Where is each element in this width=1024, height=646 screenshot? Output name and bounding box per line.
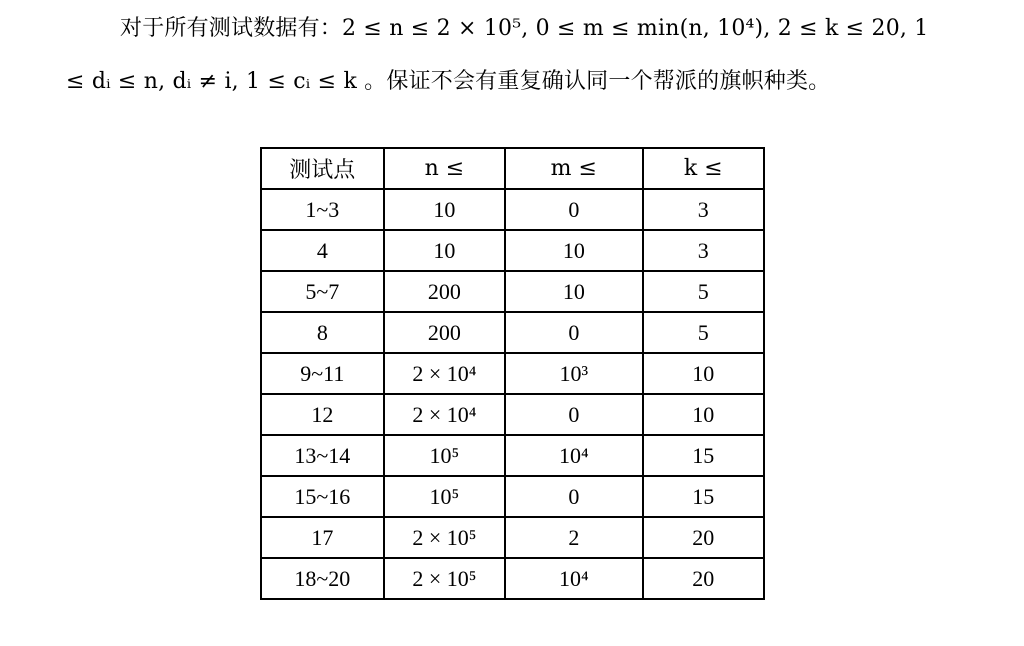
cell-m: 10 xyxy=(505,271,642,312)
test-points-table xyxy=(260,147,765,600)
cell-k: 5 xyxy=(643,271,764,312)
cell-k: 5 xyxy=(643,312,764,353)
cell-n: 10⁵ xyxy=(384,476,506,517)
table-row xyxy=(261,517,764,558)
table-row xyxy=(261,230,764,271)
cell-m: 10⁴ xyxy=(505,558,642,599)
cell-k: 20 xyxy=(643,517,764,558)
cell-k: 3 xyxy=(643,230,764,271)
constraints-paragraph xyxy=(66,2,946,108)
cell-n: 200 xyxy=(384,312,506,353)
cell-k: 20 xyxy=(643,558,764,599)
table-row xyxy=(261,476,764,517)
cell-m: 2 xyxy=(505,517,642,558)
cell-k: 15 xyxy=(643,476,764,517)
cell-m: 0 xyxy=(505,189,642,230)
table-row xyxy=(261,394,764,435)
table-row xyxy=(261,558,764,599)
table-header-row xyxy=(261,148,764,189)
header-m-limit: m ≤ xyxy=(505,148,642,189)
cell-k: 10 xyxy=(643,394,764,435)
header-k-limit: k ≤ xyxy=(643,148,764,189)
cell-n: 200 xyxy=(384,271,506,312)
cell-k: 3 xyxy=(643,189,764,230)
cell-test-point: 1~3 xyxy=(261,189,384,230)
cell-test-point: 5~7 xyxy=(261,271,384,312)
cell-k: 15 xyxy=(643,435,764,476)
table-row xyxy=(261,271,764,312)
cell-m: 10⁴ xyxy=(505,435,642,476)
cell-test-point: 18~20 xyxy=(261,558,384,599)
cell-k: 10 xyxy=(643,353,764,394)
cell-test-point: 8 xyxy=(261,312,384,353)
cell-n: 2 × 10⁵ xyxy=(384,558,506,599)
table-row xyxy=(261,353,764,394)
cell-m: 10 xyxy=(505,230,642,271)
cell-m: 10³ xyxy=(505,353,642,394)
constraints-math: 2 ≤ n ≤ 2 × 10⁵, 0 ≤ m ≤ min(n, 10⁴), 2 ≤ k ≤ 20, 1 ≤ dᵢ ≤ n, dᵢ ≠ i, 1 ≤ cᵢ ≤ k xyxy=(66,16,929,94)
cell-n: 2 × 10⁴ xyxy=(384,353,506,394)
cell-test-point: 12 xyxy=(261,394,384,435)
table-row xyxy=(261,312,764,353)
constraints-lead: 对于所有测试数据有： xyxy=(120,16,343,41)
cell-test-point: 4 xyxy=(261,230,384,271)
cell-test-point: 17 xyxy=(261,517,384,558)
cell-n: 10 xyxy=(384,189,506,230)
cell-test-point: 9~11 xyxy=(261,353,384,394)
cell-n: 2 × 10⁴ xyxy=(384,394,506,435)
header-n-limit: n ≤ xyxy=(384,148,506,189)
cell-n: 10⁵ xyxy=(384,435,506,476)
cell-n: 2 × 10⁵ xyxy=(384,517,506,558)
constraints-tail: 。保证不会有重复确认同一个帮派的旗帜种类。 xyxy=(356,69,831,94)
cell-m: 0 xyxy=(505,312,642,353)
table-row xyxy=(261,189,764,230)
header-test-point: 测试点 xyxy=(261,148,384,189)
cell-m: 0 xyxy=(505,476,642,517)
cell-m: 0 xyxy=(505,394,642,435)
cell-test-point: 15~16 xyxy=(261,476,384,517)
cell-n: 10 xyxy=(384,230,506,271)
table-row xyxy=(261,435,764,476)
cell-test-point: 13~14 xyxy=(261,435,384,476)
